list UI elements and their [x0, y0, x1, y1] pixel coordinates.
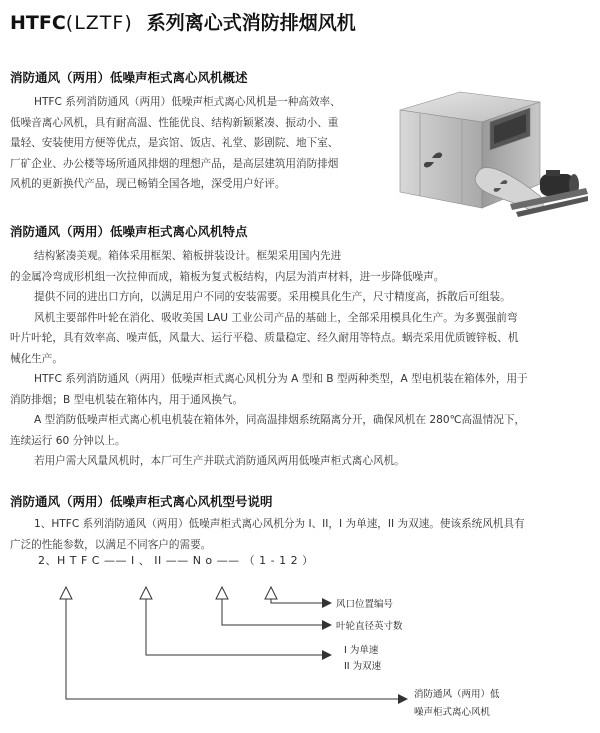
impeller-pointer: [216, 587, 228, 599]
title-model: (LZTF): [65, 12, 133, 34]
features-line: 械化生产。: [10, 352, 63, 365]
legend-single: I 为单速: [344, 645, 379, 656]
model-heading: 消防通风（两用）低噪声柜式离心风机型号说明: [10, 494, 273, 509]
model-line: 广泛的性能参数，以满足不同客户的需要。: [10, 538, 212, 551]
fan-cabinet-image: [390, 88, 590, 228]
features-line: 连续运行 60 分钟以上。: [10, 434, 126, 447]
speed-pointer: [140, 587, 152, 599]
model-code-diagram: [0, 575, 600, 725]
legend-impeller: 叶轮直径英寸数: [336, 621, 403, 632]
series-pointer: [60, 587, 72, 599]
model-code: 2、H T F C —— I 、 II —— N o —— （ 1 - 1 2 ）: [38, 554, 314, 567]
overview-paragraph: [10, 92, 341, 195]
features-heading: 消防通风（两用）低噪声柜式离心风机特点: [10, 224, 248, 239]
features-line: 风机主要部件叶轮在消化、吸收美国 LAU 工业公司产品的基础上，全部采用模具化生产。为多翼强前弯: [34, 311, 518, 324]
features-line: HTFC 系列消防通风（两用）低噪声柜式离心风机分为 A 型和 B 型两种类型，A 型电机装在箱体外，用于: [34, 373, 528, 385]
title-name: 系列离心式消防排烟风机: [146, 12, 356, 34]
features-line: 消防排烟；B 型电机装在箱体内，用于通风换气。: [10, 393, 244, 406]
legend-name-1: 消防通风（两用）低: [414, 689, 500, 700]
overview-line: 量轻、安装使用方便等优点，是宾馆、饭店、礼堂、影剧院、地下室、: [10, 137, 339, 149]
overview-line: 风机的更新换代产品，现已畅销全国各地，深受用户好评。: [10, 178, 286, 190]
features-line: 叶片叶轮，具有效率高、噪声低，风量大、运行平稳、质量稳定、经久耐用等特点。蜗壳采用优质镀锌板、机: [10, 332, 519, 344]
features-line: 提供不同的进出口方向，以满足用户不同的安装需要。采用模具化生产，尺寸精度高，拆散后可组装。: [34, 291, 511, 303]
model-paragraph: [10, 514, 525, 555]
legend-double: II 为双速: [344, 661, 382, 672]
overview-line: 低噪音离心风机，具有耐高温、性能优良、结构新颖紧凑、振动小、重: [10, 116, 339, 129]
page-title: [10, 8, 356, 35]
overview-heading: 消防通风（两用）低噪声柜式离心风机概述: [10, 70, 248, 85]
features-line: 的金属冷弯成形机组一次拉伸而成，箱板为复式板结构，内层为消声材料，进一步降低噪声。: [10, 270, 445, 283]
features-line: A 型消防低噪声柜式离心机电机装在箱体外，同高温排烟系统隔离分开，确保风机在 280℃高温情况下，: [34, 414, 526, 426]
overview-line: 厂矿企业、办公楼等场所通风排烟的理想产品，是高层建筑用消防排烟: [10, 157, 339, 170]
legend-outlet: 风口位置编号: [336, 599, 394, 610]
features-line: 结构紧凑美观。箱体采用框架、箱板拼装设计。框架采用国内先进: [34, 250, 342, 262]
features-paragraph: [10, 246, 528, 472]
title-brand: HTFC: [10, 12, 66, 34]
model-line: 1、HTFC 系列消防通风（两用）低噪声柜式离心风机分为 I、II，I 为单速，II 为双速。使该系统风机具有: [34, 518, 525, 530]
features-line: 若用户需大风量风机时，本厂可生产并联式消防通风两用低噪声柜式离心风机。: [34, 455, 405, 467]
outlet-pointer: [265, 587, 277, 599]
overview-line: HTFC 系列消防通风（两用）低噪声柜式离心风机是一种高效率、: [34, 96, 341, 108]
legend-name-2: 噪声柜式离心风机: [414, 707, 491, 718]
